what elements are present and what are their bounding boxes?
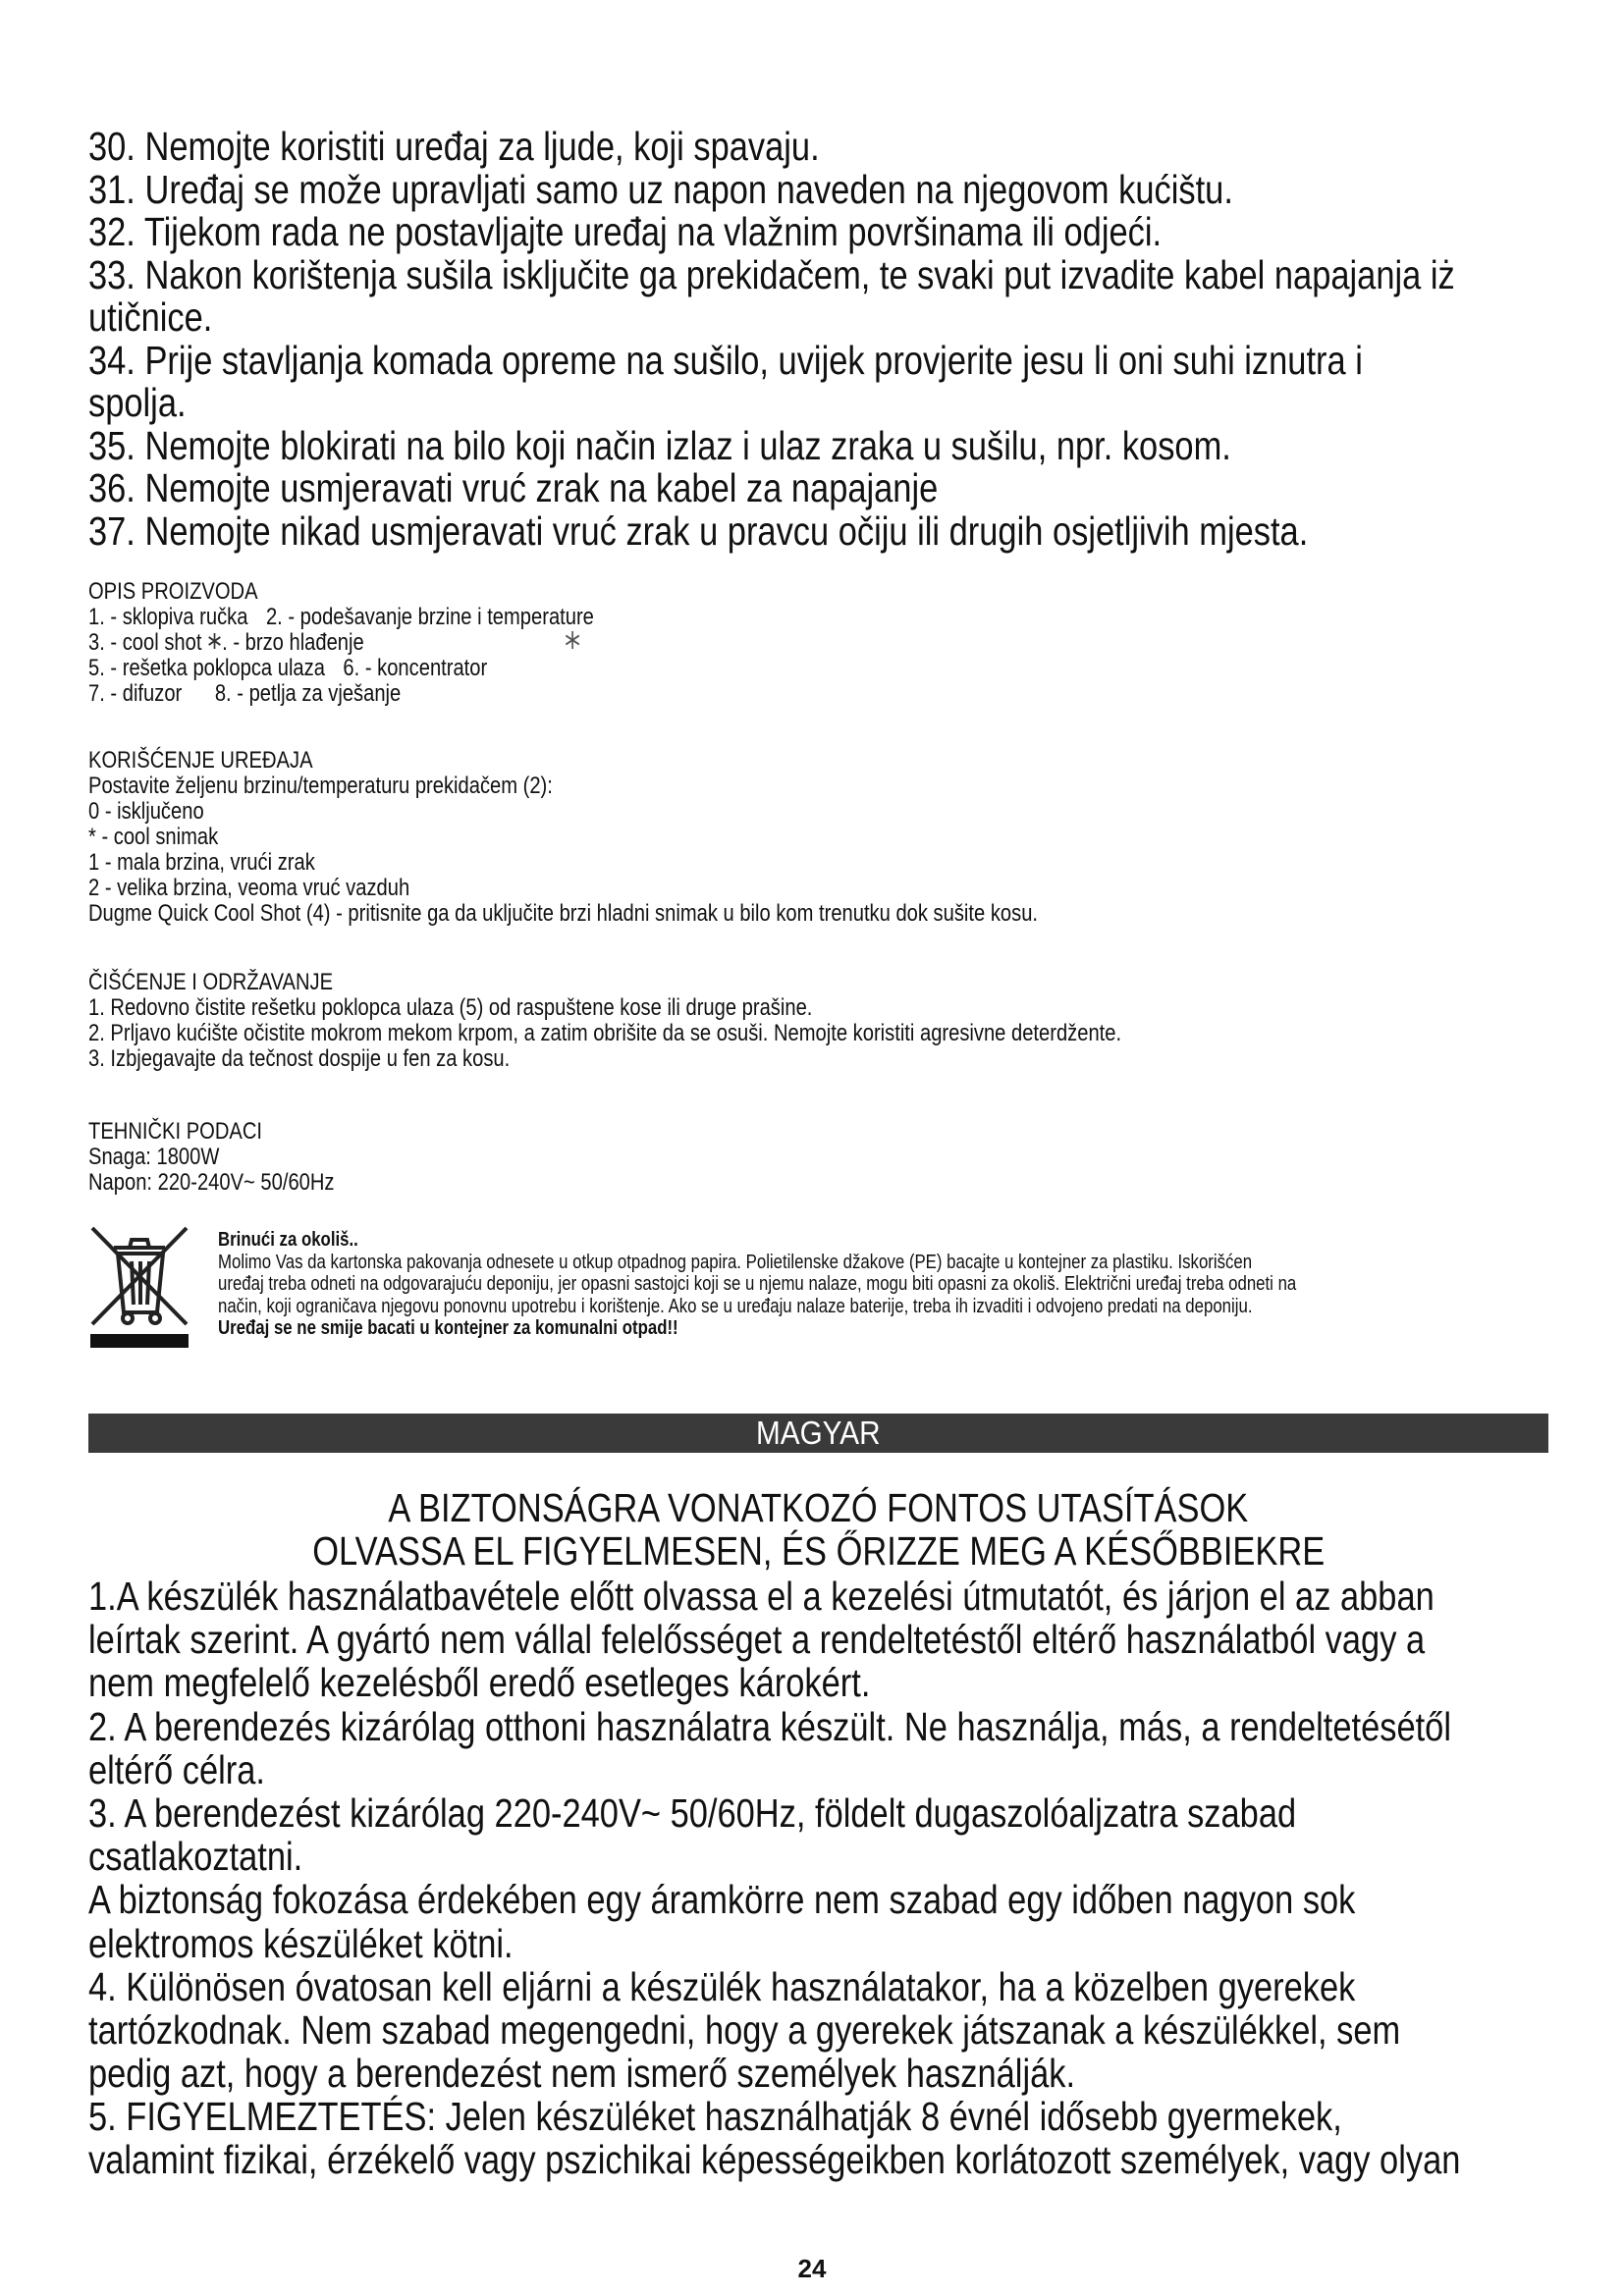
part-label: 8. - petlja za vješanje — [214, 680, 402, 707]
environment-warning: Uređaj se ne smije bacati u kontejner za komunalni otpad!! — [218, 1317, 678, 1339]
hr-list-item: 30. Nemojte koristiti uređaj za ljude, koji spavaju. — [88, 124, 820, 169]
hu-line: valamint fizikai, érzékelő vagy pszichikai képességeikben korlátozott személyek, vagy olyan — [88, 2137, 1461, 2183]
section-title: TEHNIČKI PODACI — [88, 1118, 262, 1145]
voltage-spec: Napon: 220-240V~ 50/60Hz — [88, 1169, 335, 1196]
snowflake-icon — [565, 630, 581, 656]
parts-row — [88, 656, 1408, 681]
part-label: 5. - rešetka poklopca ulaza — [88, 655, 325, 681]
hr-list-item: 31. Uređaj se može upravljati samo uz napon naveden na njegovom kućištu. — [88, 166, 1233, 212]
hu-line: 5. FIGYELMEZTETÉS: Jelen készüléket használhatják 8 évnél idősebb gyermekek, — [88, 2094, 1342, 2140]
hr-list-item: 33. Nakon korištenja sušila isključite ga prekidačem, te svaki put izvadite kabel napajanja iż — [88, 251, 1455, 297]
part-label: 6. - koncentrator — [343, 655, 488, 681]
technical-data-section — [88, 1119, 1408, 1196]
environment-note — [218, 1229, 1538, 1340]
hu-line: 3. A berendezést kizárólag 220-240V~ 50/60Hz, földelt dugaszolóaljzatra szabad — [88, 1789, 1297, 1836]
hu-subheading-text: OLVASSA EL FIGYELMESEN, ÉS ŐRIZZE MEG A KÉSŐBBIEKRE — [312, 1528, 1325, 1574]
product-description-section — [88, 579, 1408, 707]
hu-line: A biztonság fokozása érdekében egy áramkörre nem szabad egy időben nagyon sok — [88, 1877, 1356, 1923]
hu-line: eltérő célra. — [88, 1746, 265, 1792]
hr-safety-list — [88, 126, 1606, 553]
parts-row — [88, 630, 1408, 656]
usage-line: Postavite željenu brzinu/temperaturu prekidačem (2): — [88, 773, 553, 799]
cleaning-section — [88, 970, 1408, 1072]
weee-bin-icon — [84, 1222, 194, 1350]
hu-line: 2. A berendezés kizárólag otthoni használatra készült. Ne használja, más, a rendeltetésétől — [88, 1703, 1451, 1749]
hu-heading — [88, 1486, 1548, 1529]
part-label: . - brzo hlađenje — [222, 629, 364, 656]
environment-line: Molimo Vas da kartonska pakovanja odnesete u otkup otpadnog papira. Polietilenske džakove (PE) bacajte u kontejner za plastiku. Iskorišćen — [218, 1251, 1253, 1273]
cleaning-line: 3. Izbjegavajte da tečnost dospije u fen za kosu. — [88, 1045, 511, 1072]
hu-line: leírtak szerint. A gyártó nem vállal felelősséget a rendeltetéstől eltérő használatból vagy a — [88, 1617, 1426, 1663]
usage-line: * - cool snimak — [88, 824, 219, 850]
hu-line: nem megfelelő kezelésből eredő esetleges károkért. — [88, 1660, 871, 1706]
hr-list-item: 34. Prije stavljanja komada opreme na sušilo, uvijek provjerite jesu li oni suhi iznutra i — [88, 337, 1363, 383]
hu-line: csatlakoztatni. — [88, 1834, 303, 1880]
hu-line: 1.A készülék használatbavétele előtt olvassa el a kezelési útmutatót, és járjon el az abban — [88, 1574, 1435, 1619]
cleaning-line: 2. Prljavo kućište očistite mokrom mekom krpom, a zatim obrišite da se osuši. Nemojte koristiti agresivne deterdžente. — [88, 1020, 1122, 1046]
section-title: ČIŠĆENJE I ODRŽAVANJE — [88, 969, 334, 995]
hu-line: 4. Különösen óvatosan kell eljárni a készülék használatakor, ha a közelben gyerekek — [88, 1963, 1356, 2009]
part-label: 7. - difuzor — [88, 680, 183, 707]
environment-title: Brinući za okoliš.. — [218, 1229, 358, 1251]
section-title: KORIŠĆENJE UREĐAJA — [88, 747, 313, 774]
usage-line: 0 - isključeno — [88, 798, 204, 825]
hr-list-item: 36. Nemojte usmjeravati vruć zrak na kabel za napajanje — [88, 465, 939, 510]
language-banner — [88, 1414, 1548, 1453]
parts-row — [88, 681, 1408, 707]
page-number: 24 — [797, 2254, 827, 2283]
usage-line: Dugme Quick Cool Shot (4) - pritisnite ga da uključite brzi hladni snimak u bilo kom trenutku dok sušite kosu. — [88, 900, 1039, 927]
hu-line: pedig azt, hogy a berendezést nem ismerő személyek használják. — [88, 2051, 1076, 2097]
usage-section — [88, 748, 1408, 927]
hu-subheading — [88, 1529, 1548, 1573]
part-label: 1. - sklopiva ručka — [88, 604, 248, 630]
hr-list-item: 35. Nemojte blokirati na bilo koji način izlaz i ulaz zraka u sušilu, npr. kosom. — [88, 422, 1231, 468]
power-spec: Snaga: 1800W — [88, 1144, 220, 1170]
hr-list-item: 37. Nemojte nikad usmjeravati vruć zrak u pravcu očiju ili drugih osjetljivih mjesta. — [88, 507, 1309, 554]
section-title: OPIS PROIZVODA — [88, 578, 258, 605]
hr-list-item: utičnice. — [88, 294, 213, 340]
environment-line: način, koji ograničava njegovu ponovnu upotrebu i korištenje. Ako se u uređaju nalaze baterije, treba ih izvaditi i odvojeno predati na deponiju. — [218, 1295, 1253, 1317]
cleaning-line: 1. Redovno čistite rešetku poklopca ulaza (5) od raspuštene kose ili druge prašine. — [88, 994, 813, 1021]
hr-list-item: 32. Tijekom rada ne postavljajte uređaj na vlažnim površinama ili odjeći. — [88, 209, 1163, 254]
language-banner-label: MAGYAR — [756, 1415, 881, 1451]
usage-line: 2 - velika brzina, veoma vruć vazduh — [88, 875, 410, 901]
hu-line: elektromos készüléket kötni. — [88, 1920, 514, 1966]
usage-line: 1 - mala brzina, vrući zrak — [88, 849, 315, 876]
hr-list-item: spolja. — [88, 380, 187, 425]
hu-heading-text: A BIZTONSÁGRA VONATKOZÓ FONTOS UTASÍTÁSOK — [388, 1485, 1249, 1530]
parts-row — [88, 605, 1408, 630]
part-label: 3. - cool shot — [88, 629, 202, 656]
hu-line: tartózkodnak. Nem szabad megengedni, hogy a gyerekek játszanak a készülékkel, sem — [88, 2006, 1401, 2053]
snowflake-icon — [207, 630, 222, 656]
hu-safety-text — [88, 1575, 1606, 2182]
part-label: 2. - podešavanje brzine i temperature — [265, 604, 594, 630]
environment-line: uređaj treba odneti na odgovarajuću deponiju, jer opasni sastojci koji se u njemu nalaze, mogu biti opasni za okoliš. Električni uređaj treba odneti na — [218, 1273, 1297, 1295]
